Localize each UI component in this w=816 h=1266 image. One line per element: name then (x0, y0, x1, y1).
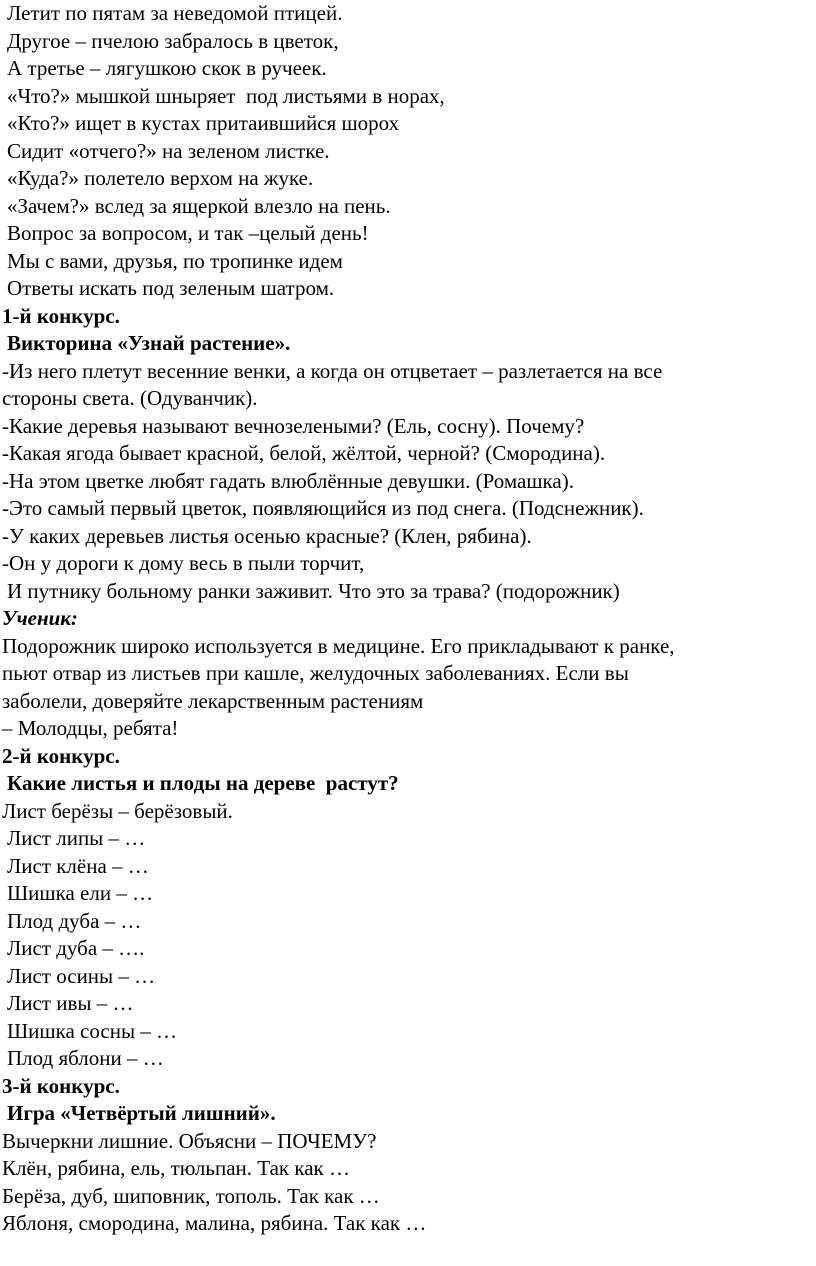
quiz-question: -Какая ягода бывает красной, белой, жёлтой, черной? (Смородина). (2, 441, 606, 465)
list-item: Плод дуба – … (7, 908, 142, 933)
list-item: Яблоня, смородина, малина, рябина. Так как … (2, 1211, 427, 1235)
pupil-label: Ученик: (2, 606, 78, 630)
contest-3-title: Игра «Четвёртый лишний». (7, 1101, 276, 1125)
quiz-question: -Это самый первый цветок, появляющийся из под снега. (Подснежник). (2, 496, 644, 520)
poem-line: «Куда?» полетело верхом на жуке. (7, 166, 314, 190)
praise-text: – Молодцы, ребята! (2, 716, 179, 740)
list-item: Лист ивы – … (7, 991, 134, 1015)
poem-line: «Зачем?» вслед за ящеркой влезло на пень. (7, 193, 391, 218)
poem-line: А третье – лягушкою скок в ручеек. (7, 56, 327, 80)
contest-1-title: Викторина «Узнай растение». (7, 331, 291, 355)
quiz-question: И путнику больному ранки заживит. Что это за трава? (подорожник) (7, 578, 620, 603)
poem-line: Вопрос за вопросом, и так –целый день! (7, 221, 369, 245)
poem-line: Мы с вами, друзья, по тропинке идем (7, 248, 343, 273)
contest-3-heading: 3-й конкурс. (2, 1073, 120, 1098)
list-item: Шишка ели – … (7, 881, 154, 905)
poem (2, 0, 814, 303)
list-item: Плод яблони – … (7, 1046, 164, 1070)
list-item: Лист дуба – …. (7, 936, 145, 960)
poem-line: Сидит «отчего?» на зеленом листке. (7, 138, 330, 163)
pupil-text: Подорожник широко используется в медицине. Его прикладывают к ранке, (2, 633, 675, 658)
quiz-question: -Какие деревья называют вечнозелеными? (Ель, сосну). Почему? (2, 413, 585, 438)
poem-line: «Кто?» ищет в кустах притаившийся шорох (7, 111, 400, 135)
poem-line: Другое – пчелою забралось в цветок, (7, 28, 339, 53)
quiz-question: -Из него плетут весенние венки, а когда он отцветает – разлетается на все (2, 358, 663, 383)
list-item: Берёза, дуб, шиповник, тополь. Так как … (2, 1183, 380, 1208)
poem-line: Летит по пятам за неведомой птицей. (7, 1, 343, 25)
list-item: Лист клёна – … (7, 853, 149, 878)
pupil-text: заболели, доверяйте лекарственным растениям (2, 688, 424, 713)
document-page (2, 0, 814, 1238)
contest-2-example: Лист берёзы – берёзовый. (2, 798, 233, 823)
list-item: Шишка сосны – … (7, 1018, 178, 1043)
contest-2-title: Какие листья и плоды на дереве растут? (7, 771, 399, 795)
contest-2-section (2, 743, 814, 1073)
poem-line: «Что?» мышкой шныряет под листьями в норах, (7, 83, 445, 108)
contest-1-section (2, 303, 814, 743)
quiz-question: -На этом цветке любят гадать влюблённые девушки. (Ромашка). (2, 468, 574, 493)
contest-2-heading: 2-й конкурс. (2, 743, 120, 768)
list-item: Лист липы – … (7, 826, 146, 850)
contest-1-heading: 1-й конкурс. (2, 303, 120, 328)
list-item: Клён, рябина, ель, тюльпан. Так как … (2, 1156, 350, 1180)
contest-3-section (2, 1073, 814, 1238)
quiz-question: стороны света. (Одуванчик). (2, 386, 258, 410)
quiz-question: -У каких деревьев листья осенью красные? (Клен, рябина). (2, 523, 532, 548)
list-item: Лист осины – … (7, 963, 156, 988)
quiz-question: -Он у дороги к дому весь в пыли торчит, (2, 551, 365, 575)
pupil-text: пьют отвар из листьев при кашле, желудочных заболеваниях. Если вы (2, 661, 629, 685)
poem-line: Ответы искать под зеленым шатром. (7, 276, 335, 300)
contest-3-instruction: Вычеркни лишние. Объясни – ПОЧЕМУ? (2, 1128, 377, 1153)
